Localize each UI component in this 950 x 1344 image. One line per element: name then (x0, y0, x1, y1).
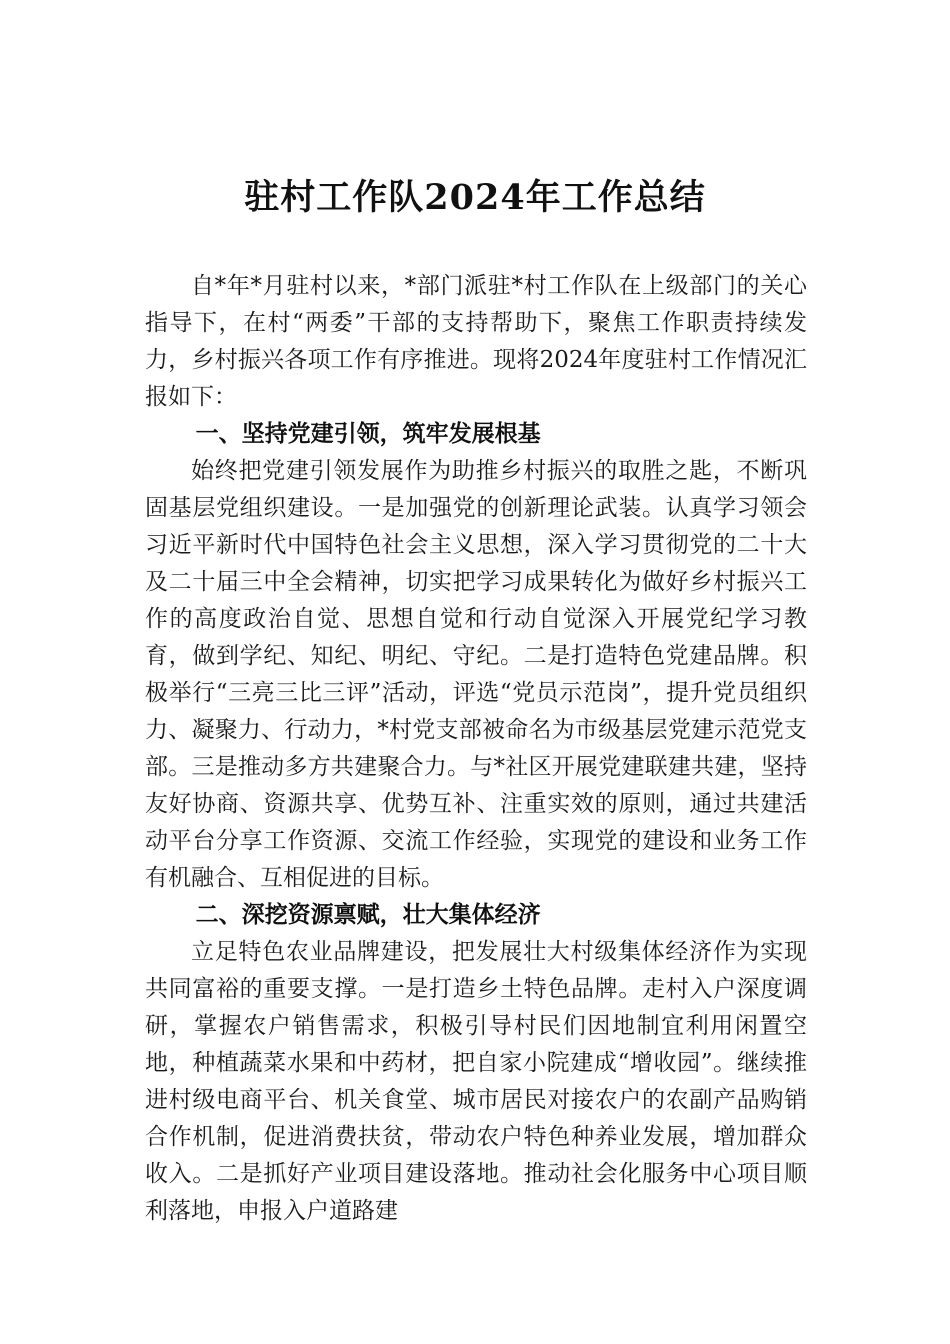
document-title: 驻村工作队2024年工作总结 (244, 177, 706, 218)
section-paragraph-2: 立足特色农业品牌建设，把发展壮大村级集体经济作为实现共同富裕的重要支撑。一是打造乡土特色品牌。走村入户深度调研，掌握农户销售需求，积极引导村民们因地制宜利用闲置空地，种植蔬菜水果和中药材，把自家小院建成“增收园”。继续推进村级电商平台、机关食堂、城市居民对接农户的农副产品购销合作机制，促进消费扶贫，带动农户特色种养业发展，增加群众收入。二是抓好产业项目建设落地。推动社会化服务中心项目顺利落地，申报入户道路建 (145, 939, 807, 1224)
document-body (145, 268, 807, 1230)
section-paragraph-1: 始终把党建引领发展作为助推乡村振兴的取胜之匙，不断巩固基层党组织建设。一是加强党的创新理论武装。认真学习领会习近平新时代中国特色社会主义思想，深入学习贯彻党的二十大及二十届三中全会精神，切实把学习成果转化为做好乡村振兴工作的高度政治自觉、思想自觉和行动自觉深入开展党纪学习教育，做到学纪、知纪、明纪、守纪。二是打造特色党建品牌。积极举行“三亮三比三评”活动，评选“党员示范岗”，提升党员组织力、凝聚力、行动力，*村党支部被命名为市级基层党建示范党支部。三是推动多方共建聚合力。与*社区开展党建联建共建，坚持友好协商、资源共享、优势互补、注重实效的原则，通过共建活动平台分享工作资源、交流工作经验，实现党的建设和业务工作有机融合、互相促进的目标。 (145, 458, 807, 891)
section-heading-2: 二、深挖资源禀赋，壮大集体经济 (195, 902, 541, 928)
intro-paragraph: 自*年*月驻村以来，*部门派驻*村工作队在上级部门的关心指导下，在村“两委”干部的支持帮助下，聚焦工作职责持续发力，乡村振兴各项工作有序推进。现将2024年度驻村工作情况汇报如下： (145, 273, 807, 410)
section-heading-1: 一、坚持党建引领，筑牢发展根基 (195, 421, 541, 447)
